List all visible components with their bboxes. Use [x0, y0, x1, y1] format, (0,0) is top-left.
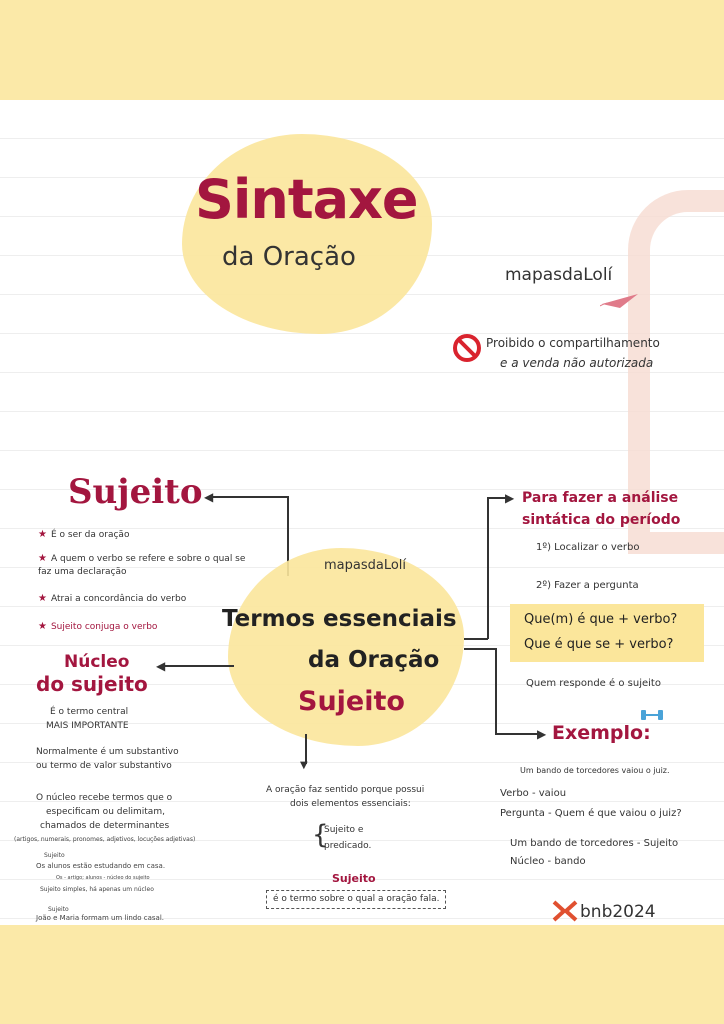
connector-right-v1 — [487, 497, 489, 639]
analise-question-2: Que é que se + verbo? — [524, 637, 674, 652]
arrowhead-right-icon: ▶ — [537, 727, 547, 741]
connector-right-top — [487, 497, 507, 499]
nucleo-example-2-label: Sujeito — [48, 906, 69, 913]
nucleo-recebe-2: especificam ou delimitam, — [46, 807, 165, 817]
dumbbell-icon — [640, 708, 664, 722]
nucleo-recebe-4: (artigos, numerais, pronomes, adjetivos, locuções adjetivas) — [14, 836, 196, 843]
nucleo-def-1: É o termo central — [50, 707, 129, 717]
brand-logo: mapasdaLolí — [505, 265, 613, 285]
nucleo-example-1-note2: Sujeito simples, há apenas um núcleo — [40, 886, 154, 893]
brace-line-1: Sujeito e — [324, 825, 364, 835]
analise-step-1: 1º) Localizar o verbo — [536, 542, 640, 553]
mind-map-sheet — [0, 100, 724, 925]
nucleo-heading-line-2: do sujeito — [36, 672, 148, 696]
star-icon: ★ — [38, 529, 47, 540]
nucleo-recebe-1: O núcleo recebe termos que o — [36, 793, 173, 803]
bottom-sujeito-label: Sujeito — [332, 872, 376, 885]
center-brand-logo: mapasdaLolí — [324, 558, 407, 573]
sujeito-item-4: ★ Sujeito conjuga o verbo — [38, 621, 158, 632]
star-icon: ★ — [38, 621, 47, 632]
brace-line-2: predicado. — [324, 841, 372, 851]
nucleo-example-1-label: Sujeito — [44, 852, 65, 859]
nucleo-example-1-text: Os alunos estão estudando em casa. — [36, 862, 166, 870]
nucleo-example-2-text: João e Maria formam um lindo casal. — [36, 914, 164, 922]
nucleo-recebe-3: chamados de determinantes — [40, 821, 170, 831]
sujeito-item-1: ★ É o ser da oração — [38, 529, 130, 540]
exemplo-verbo: Verbo - vaiou — [500, 788, 567, 799]
connector-right-h — [464, 638, 488, 640]
exemplo-nucleo: Núcleo - bando — [510, 856, 586, 867]
analise-heading-line-2: sintática do período — [522, 512, 681, 528]
analise-step-2: 2º) Fazer a pergunta — [536, 580, 639, 591]
notice-line-2: e a venda não autorizada — [500, 356, 654, 370]
brace-icon: { — [312, 820, 329, 850]
footer-mark: bnb2024 — [580, 902, 656, 922]
exemplo-sujeito: Um bando de torcedores - Sujeito — [510, 838, 679, 849]
center-title-line-2: da Oração — [308, 647, 440, 673]
connector-right-h2 — [464, 648, 496, 650]
prohibited-icon — [452, 333, 482, 363]
bnb-logo-icon — [552, 900, 578, 922]
page-subtitle: da Oração — [222, 242, 356, 272]
bottom-sujeito-def: é o termo sobre o qual a oração fala. — [266, 890, 446, 909]
star-icon: ★ — [38, 553, 47, 564]
nucleo-example-1-note: Os - artigo; alunos - núcleo do sujeito — [56, 875, 150, 881]
nucleo-norm-2: ou termo de valor substantivo — [36, 761, 172, 771]
exemplo-sentence: Um bando de torcedores vaiou o juiz. — [520, 766, 670, 775]
sujeito-heading: Sujeito — [68, 472, 203, 512]
arrow-to-sujeito-h — [212, 496, 288, 498]
arrow-to-nucleo — [164, 665, 234, 667]
title-highlight-blob — [182, 134, 432, 334]
sujeito-item-3: ★ Atrai a concordância do verbo — [38, 593, 187, 604]
arrowhead-left-icon: ◀ — [204, 490, 214, 504]
nucleo-heading-line-1: Núcleo — [64, 652, 130, 672]
notice-line-1: Proibido o compartilhamento — [486, 336, 660, 350]
star-icon: ★ — [38, 593, 47, 604]
paper-plane-icon — [600, 290, 640, 310]
exemplo-pergunta: Pergunta - Quem é que vaiou o juiz? — [500, 808, 682, 819]
center-title-line-3: Sujeito — [298, 686, 405, 717]
connector-right-bottom — [495, 733, 539, 735]
bottom-line-2: dois elementos essenciais: — [290, 799, 411, 809]
nucleo-def-2: MAIS IMPORTANTE — [46, 721, 129, 731]
arrowhead-right-icon: ▶ — [505, 491, 515, 505]
analise-heading-line-1: Para fazer a análise — [522, 490, 679, 506]
exemplo-heading: Exemplo: — [552, 722, 651, 744]
arrowhead-down-icon: ▼ — [300, 760, 308, 771]
bottom-line-1: A oração faz sentido porque possui — [266, 785, 425, 795]
analise-answer: Quem responde é o sujeito — [526, 678, 661, 689]
connector-right-v2 — [495, 648, 497, 734]
sujeito-item-2: ★ A quem o verbo se refere e sobre o qual se faz uma declaração — [38, 553, 246, 577]
arrowhead-left-icon: ◀ — [156, 659, 166, 673]
center-title-line-1: Termos essenciais — [222, 606, 457, 632]
nucleo-norm-1: Normalmente é um substantivo — [36, 747, 179, 757]
page-title: Sintaxe — [195, 168, 418, 231]
analise-question-1: Que(m) é que + verbo? — [524, 612, 678, 627]
